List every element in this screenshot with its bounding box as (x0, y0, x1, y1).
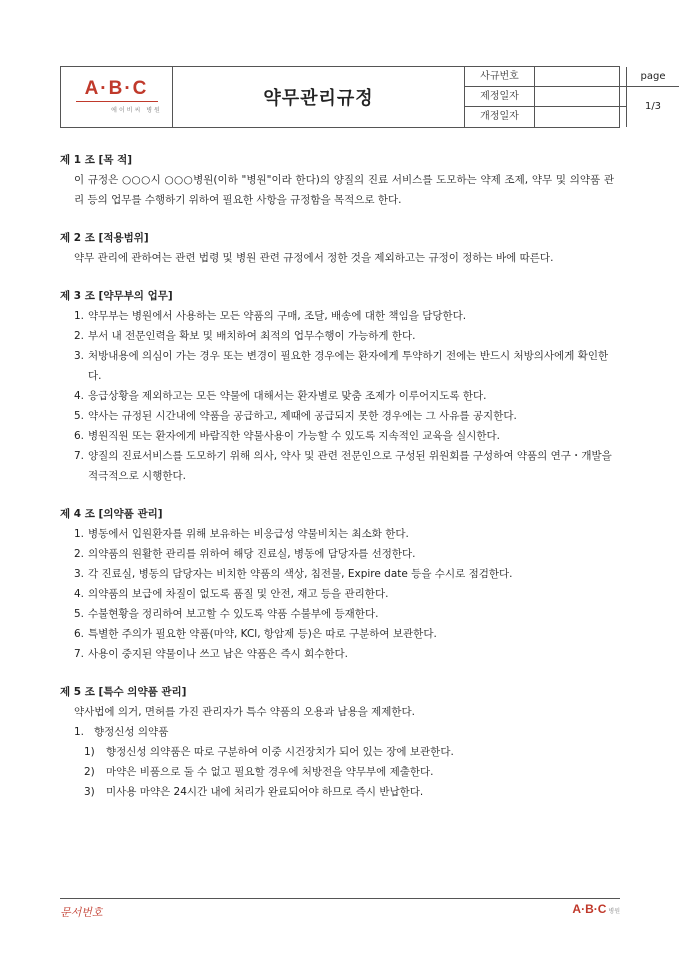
list-item (60, 544, 620, 564)
logo-underline (76, 101, 158, 102)
list-item-text: 향정신성 의약품 (94, 726, 169, 738)
page-number: 1/3 (644, 101, 662, 112)
list-item-number: 3. (74, 568, 85, 580)
list-item (60, 346, 620, 386)
list-item-number: 7. (74, 450, 85, 462)
sub-list-item (60, 762, 620, 782)
list-item (60, 644, 620, 664)
list-item-text: 병원직원 또는 환자에게 바람직한 약물사용이 가능할 수 있도록 지속적인 교육을 실시한다. (88, 430, 501, 442)
list-item-text: 특별한 주의가 필요한 약품(마약, KCl, 항암제 등)은 따로 구분하여 보관한다. (88, 628, 437, 640)
footer-logo-sub: 병원 (608, 909, 620, 915)
list-item-number: 4. (74, 390, 85, 402)
list-item-number: 2. (74, 548, 85, 560)
list-item-text: 수불현황을 정리하여 보고할 수 있도록 약품 수불부에 등재한다. (88, 608, 379, 620)
section-title: 제 1 조 [목 적] (60, 154, 133, 166)
section-paragraph: 약무 관리에 관하여는 관련 법령 및 병원 관련 규정에서 정한 것을 제외하고는 규정이 정하는 바에 따른다. (74, 252, 554, 264)
sub-list-item (60, 782, 620, 802)
section-title: 제 2 조 [적용범위] (60, 232, 149, 244)
section-paragraph: 약사법에 의거, 면허를 가진 관리자가 특수 약품의 오용과 남용을 제제한다. (74, 706, 416, 718)
list-item-number: 5. (74, 608, 85, 620)
list-item-number: 1. (74, 528, 85, 540)
list-item-number: 5. (74, 410, 85, 422)
meta-labels (465, 67, 535, 127)
list-item-number: 6. (74, 430, 85, 442)
section-title: 제 5 조 [특수 의약품 관리] (60, 686, 187, 698)
list-item-text: 병동에서 입원환자를 위해 보유하는 비응급성 약물비치는 최소화 한다. (88, 528, 409, 540)
logo-mark: A·B·C (84, 78, 149, 99)
section-paragraph: 이 규정은 ○○○시 ○○○병원(이하 "병원"이라 한다)의 양질의 진료 서비스를 도모하는 약제 조제, 약무 및 의약품 관리 등의 업무를 수행하기 위하여 필요한 사항을 규정함을 목적으로 한다. (74, 174, 614, 206)
list-item-number: 1. (74, 310, 85, 322)
sub-list-item-text: 향정신성 의약품은 따로 구분하여 이중 시건장치가 되어 있는 장에 보관한다. (106, 746, 454, 758)
document-title: 약무관리규정 (173, 67, 465, 127)
list-item-number: 6. (74, 628, 85, 640)
sub-list-item-number: 3) (84, 786, 95, 798)
list-item-text: 약사는 규정된 시간내에 약품을 공급하고, 제때에 공급되지 못한 경우에는 그 사유를 공지한다. (88, 410, 517, 422)
list-item-text: 약무부는 병원에서 사용하는 모든 약품의 구매, 조달, 배송에 대한 책임을 담당한다. (88, 310, 467, 322)
document-number-label: 문서번호 (60, 906, 103, 919)
list-item-text: 의약품의 원활한 관리를 위하여 해당 진료실, 병동에 담당자를 선정한다. (88, 548, 416, 560)
list-item (60, 386, 620, 406)
footer-logo-mark: A·B·C (572, 902, 607, 916)
list-item-text: 양질의 진료서비스를 도모하기 위해 의사, 약사 및 관련 전문인으로 구성된 위원회를 구성하여 약품의 연구・개발을 적극적으로 시행한다. (88, 450, 612, 482)
list-item-number: 4. (74, 588, 85, 600)
list-item-text: 응급상황을 제외하고는 모든 약물에 대해서는 환자별로 맞춤 조제가 이루어지도록 한다. (88, 390, 487, 402)
page-label: page (627, 67, 679, 87)
list-item-number: 2. (74, 330, 85, 342)
list-item (60, 524, 620, 544)
list-item (60, 564, 620, 584)
header-table (60, 66, 666, 128)
section-title: 제 4 조 [의약품 관리] (60, 508, 163, 520)
list-item-text: 의약품의 보급에 차질이 없도록 품질 및 안전, 재고 등을 관리한다. (88, 588, 389, 600)
label-enact-date: 제정일자 (465, 87, 534, 107)
label-rule-number: 사규번호 (465, 67, 534, 87)
list-item-text: 각 진료실, 병동의 담당자는 비치한 약품의 색상, 침전물, Expire date 등을 수시로 점검한다. (88, 568, 513, 580)
list-item (60, 426, 620, 446)
list-item-text: 처방내용에 의심이 가는 경우 또는 변경이 필요한 경우에는 환자에게 투약하기 전에는 반드시 처방의사에게 확인한다. (88, 350, 609, 382)
list-item (60, 406, 620, 426)
list-item (60, 604, 620, 624)
hospital-logo (61, 67, 173, 127)
footer-divider (60, 898, 620, 899)
list-item (60, 306, 620, 326)
sub-list-item-number: 2) (84, 766, 95, 778)
value-enact-date (535, 87, 626, 107)
list-item-number: 3. (74, 350, 85, 362)
list-item-number: 7. (74, 648, 85, 660)
list-item (60, 624, 620, 644)
value-revise-date (535, 107, 626, 127)
sub-list-item (60, 742, 620, 762)
list-item-text: 부서 내 전문인력을 확보 및 배치하여 최적의 업무수행이 가능하게 한다. (88, 330, 416, 342)
list-item (60, 722, 620, 742)
page-cell (627, 67, 679, 127)
sub-list-item-text: 마약은 비품으로 둘 수 없고 필요할 경우에 처방전을 약무부에 제출한다. (106, 766, 434, 778)
footer-logo (572, 902, 620, 916)
label-revise-date: 개정일자 (480, 111, 519, 122)
sub-list-item-text: 미사용 마약은 24시간 내에 처리가 완료되어야 하므로 즉시 반납한다. (106, 786, 424, 798)
section-title: 제 3 조 [약무부의 업무] (60, 290, 173, 302)
logo-subtitle: 에이비씨 병원 (111, 107, 162, 114)
list-item (60, 326, 620, 346)
list-item (60, 446, 620, 486)
list-item-text: 사용이 중지된 약물이나 쓰고 남은 약품은 즉시 회수한다. (88, 648, 348, 660)
meta-values (535, 67, 627, 127)
document-body (60, 150, 620, 802)
list-item (60, 584, 620, 604)
sub-list-item-number: 1) (84, 746, 95, 758)
list-item-number: 1. (74, 726, 85, 738)
value-rule-number (535, 67, 626, 87)
